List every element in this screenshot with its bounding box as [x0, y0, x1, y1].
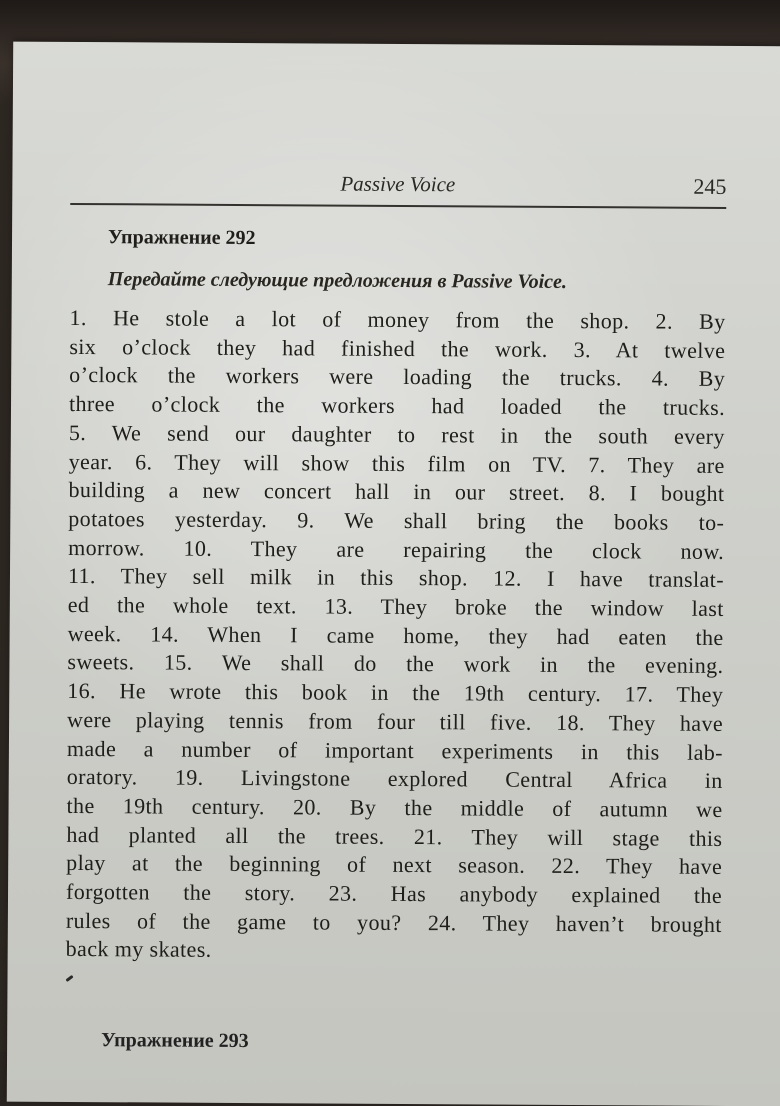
body-line-21: forgotten the story. 23. Has anybody explained the	[65, 878, 723, 909]
body-line-3: o’clock the workers were loading the trucks. 4. By	[69, 362, 726, 392]
body-line-23: back my skates.	[65, 936, 212, 963]
body-line-7: building a new concert hall in our street. 8. I bought	[68, 477, 725, 507]
exercise-title: Упражнение 292	[107, 226, 256, 250]
next-exercise-title-cut: Упражнение 293	[101, 1029, 249, 1053]
body-line-14: 16. He wrote this book in the 19th century. 17. They	[67, 678, 724, 708]
book-page	[7, 42, 780, 1106]
exercise-instruction: Передайте следующие предложения в Passive Voice.	[107, 268, 568, 293]
body-line-1: 1. He stole a lot of money from the shop. 2. By	[69, 304, 726, 334]
body-line-8: potatoes yesterday. 9. We shall bring the books to-	[68, 505, 725, 535]
body-line-11: ed the whole text. 13. They broke the window last	[67, 591, 724, 621]
body-line-13: sweets. 15. We shall do the work in the evening.	[67, 649, 724, 679]
body-line-17: oratory. 19. Livingstone explored Central Africa in	[66, 764, 723, 794]
pen-mark	[65, 975, 73, 982]
header-rule	[70, 203, 726, 209]
page-number: 245	[693, 173, 727, 199]
body-line-2: six o’clock they had finished the work. 3. At twelve	[69, 333, 726, 363]
body-line-10: 11. They sell milk in this shop. 12. I have translat-	[67, 563, 725, 593]
body-line-22: rules of the game to you? 24. They haven’t brought	[65, 907, 722, 937]
body-line-20: play at the beginning of next season. 22. They have	[66, 850, 723, 880]
body-line-19: had planted all the trees. 21. They will stage this	[66, 821, 723, 851]
body-line-4: three o’clock the workers had loaded the trucks.	[68, 391, 726, 421]
body-line-15: were playing tennis from four till five. 18. They have	[67, 706, 724, 736]
body-line-9: morrow. 10. They are repairing the clock now.	[68, 534, 725, 564]
body-line-12: week. 14. When I came home, they had eaten the	[67, 620, 724, 650]
running-head-title: Passive Voice	[340, 171, 456, 197]
running-head	[70, 170, 726, 210]
exercise-body	[66, 304, 726, 968]
body-line-16: made a number of important experiments in this lab-	[66, 735, 723, 765]
body-line-6: year. 6. They will show this film on TV. 7. They are	[68, 448, 725, 478]
body-line-5: 5. We send our daughter to rest in the south every	[68, 419, 725, 449]
body-line-18: the 19th century. 20. By the middle of autumn we	[66, 792, 723, 822]
